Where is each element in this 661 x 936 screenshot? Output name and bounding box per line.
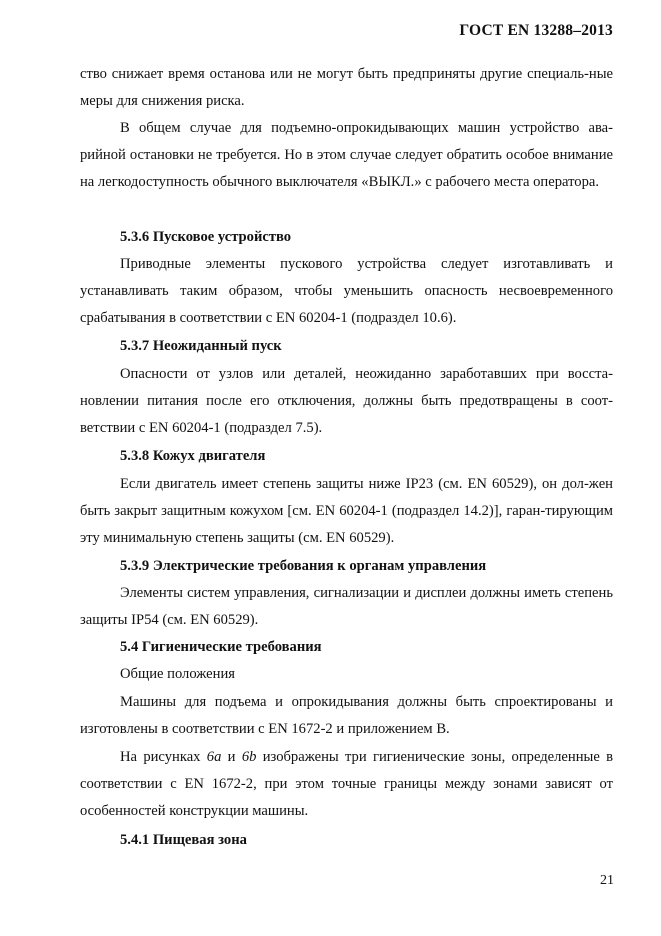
heading-5-3-6: 5.3.6 Пусковое устройство xyxy=(120,229,292,245)
paragraph-continuation: ство снижает время останова или не могут быть предприняты другие специаль-ные меры для снижения риска. xyxy=(80,66,613,110)
heading-5-3-7: 5.3.7 Неожиданный пуск xyxy=(120,338,282,354)
paragraph-5-3-7: Опасности от узлов или деталей, неожиданно заработавших при восста-новлении питания после его отключения, должны быть предотвращены в соот-ветствии с EN 60204-1 (подраздел 7.5). xyxy=(80,366,613,437)
paragraph-5-3-8: Если двигатель имеет степень защиты ниже IP23 (см. EN 60529), он дол-жен быть закрыт защитным кожухом [см. EN 60204-1 (подраздел 14.2)], гаран-тирующим эту минимальную степень защиты (см. EN 60529). xyxy=(80,476,613,547)
figure-ref-6a: 6a xyxy=(206,749,222,765)
subheading-general: Общие положения xyxy=(120,666,235,682)
heading-5-4: 5.4 Гигиенические требования xyxy=(120,639,322,655)
paragraph-5-4-a: Машины для подъема и опрокидывания должны быть спроектированы и изготовлены в соответствии с EN 1672-2 и приложением B. xyxy=(80,694,613,738)
figure-ref-6b: 6b xyxy=(241,749,257,765)
document-header: ГОСТ EN 13288–2013 xyxy=(459,22,613,39)
paragraph-5-3-6: Приводные элементы пускового устройства следует изготавливать и устанавливать таким образом, чтобы уменьшить опасность несвоевременного срабатывания в соответствии с EN 60204-1 (подраздел 10.6). xyxy=(80,256,613,327)
heading-5-3-9: 5.3.9 Электрические требования к органам управления xyxy=(120,558,487,574)
heading-5-4-1: 5.4.1 Пищевая зона xyxy=(120,832,247,848)
page-number: 21 xyxy=(600,873,614,888)
paragraph-5-4-b: На рисунках 6a и 6b изображены три гигиенические зоны, определенные в соответствии с EN 1672-2, при этом точные границы между зонами зависят от особенностей конструкции машины. xyxy=(80,749,613,820)
paragraph-emergency-stop: В общем случае для подъемно-опрокидывающих машин устройство ава-рийной остановки не требуется. Но в этом случае следует обратить особое внимание на легкодоступность обычного выключателя «ВЫКЛ.» с рабочего места оператора. xyxy=(80,120,613,191)
heading-5-3-8: 5.3.8 Кожух двигателя xyxy=(120,448,266,464)
paragraph-5-3-9: Элементы систем управления, сигнализации и дисплеи должны иметь степень защиты IP54 (см. EN 60529). xyxy=(80,585,613,629)
